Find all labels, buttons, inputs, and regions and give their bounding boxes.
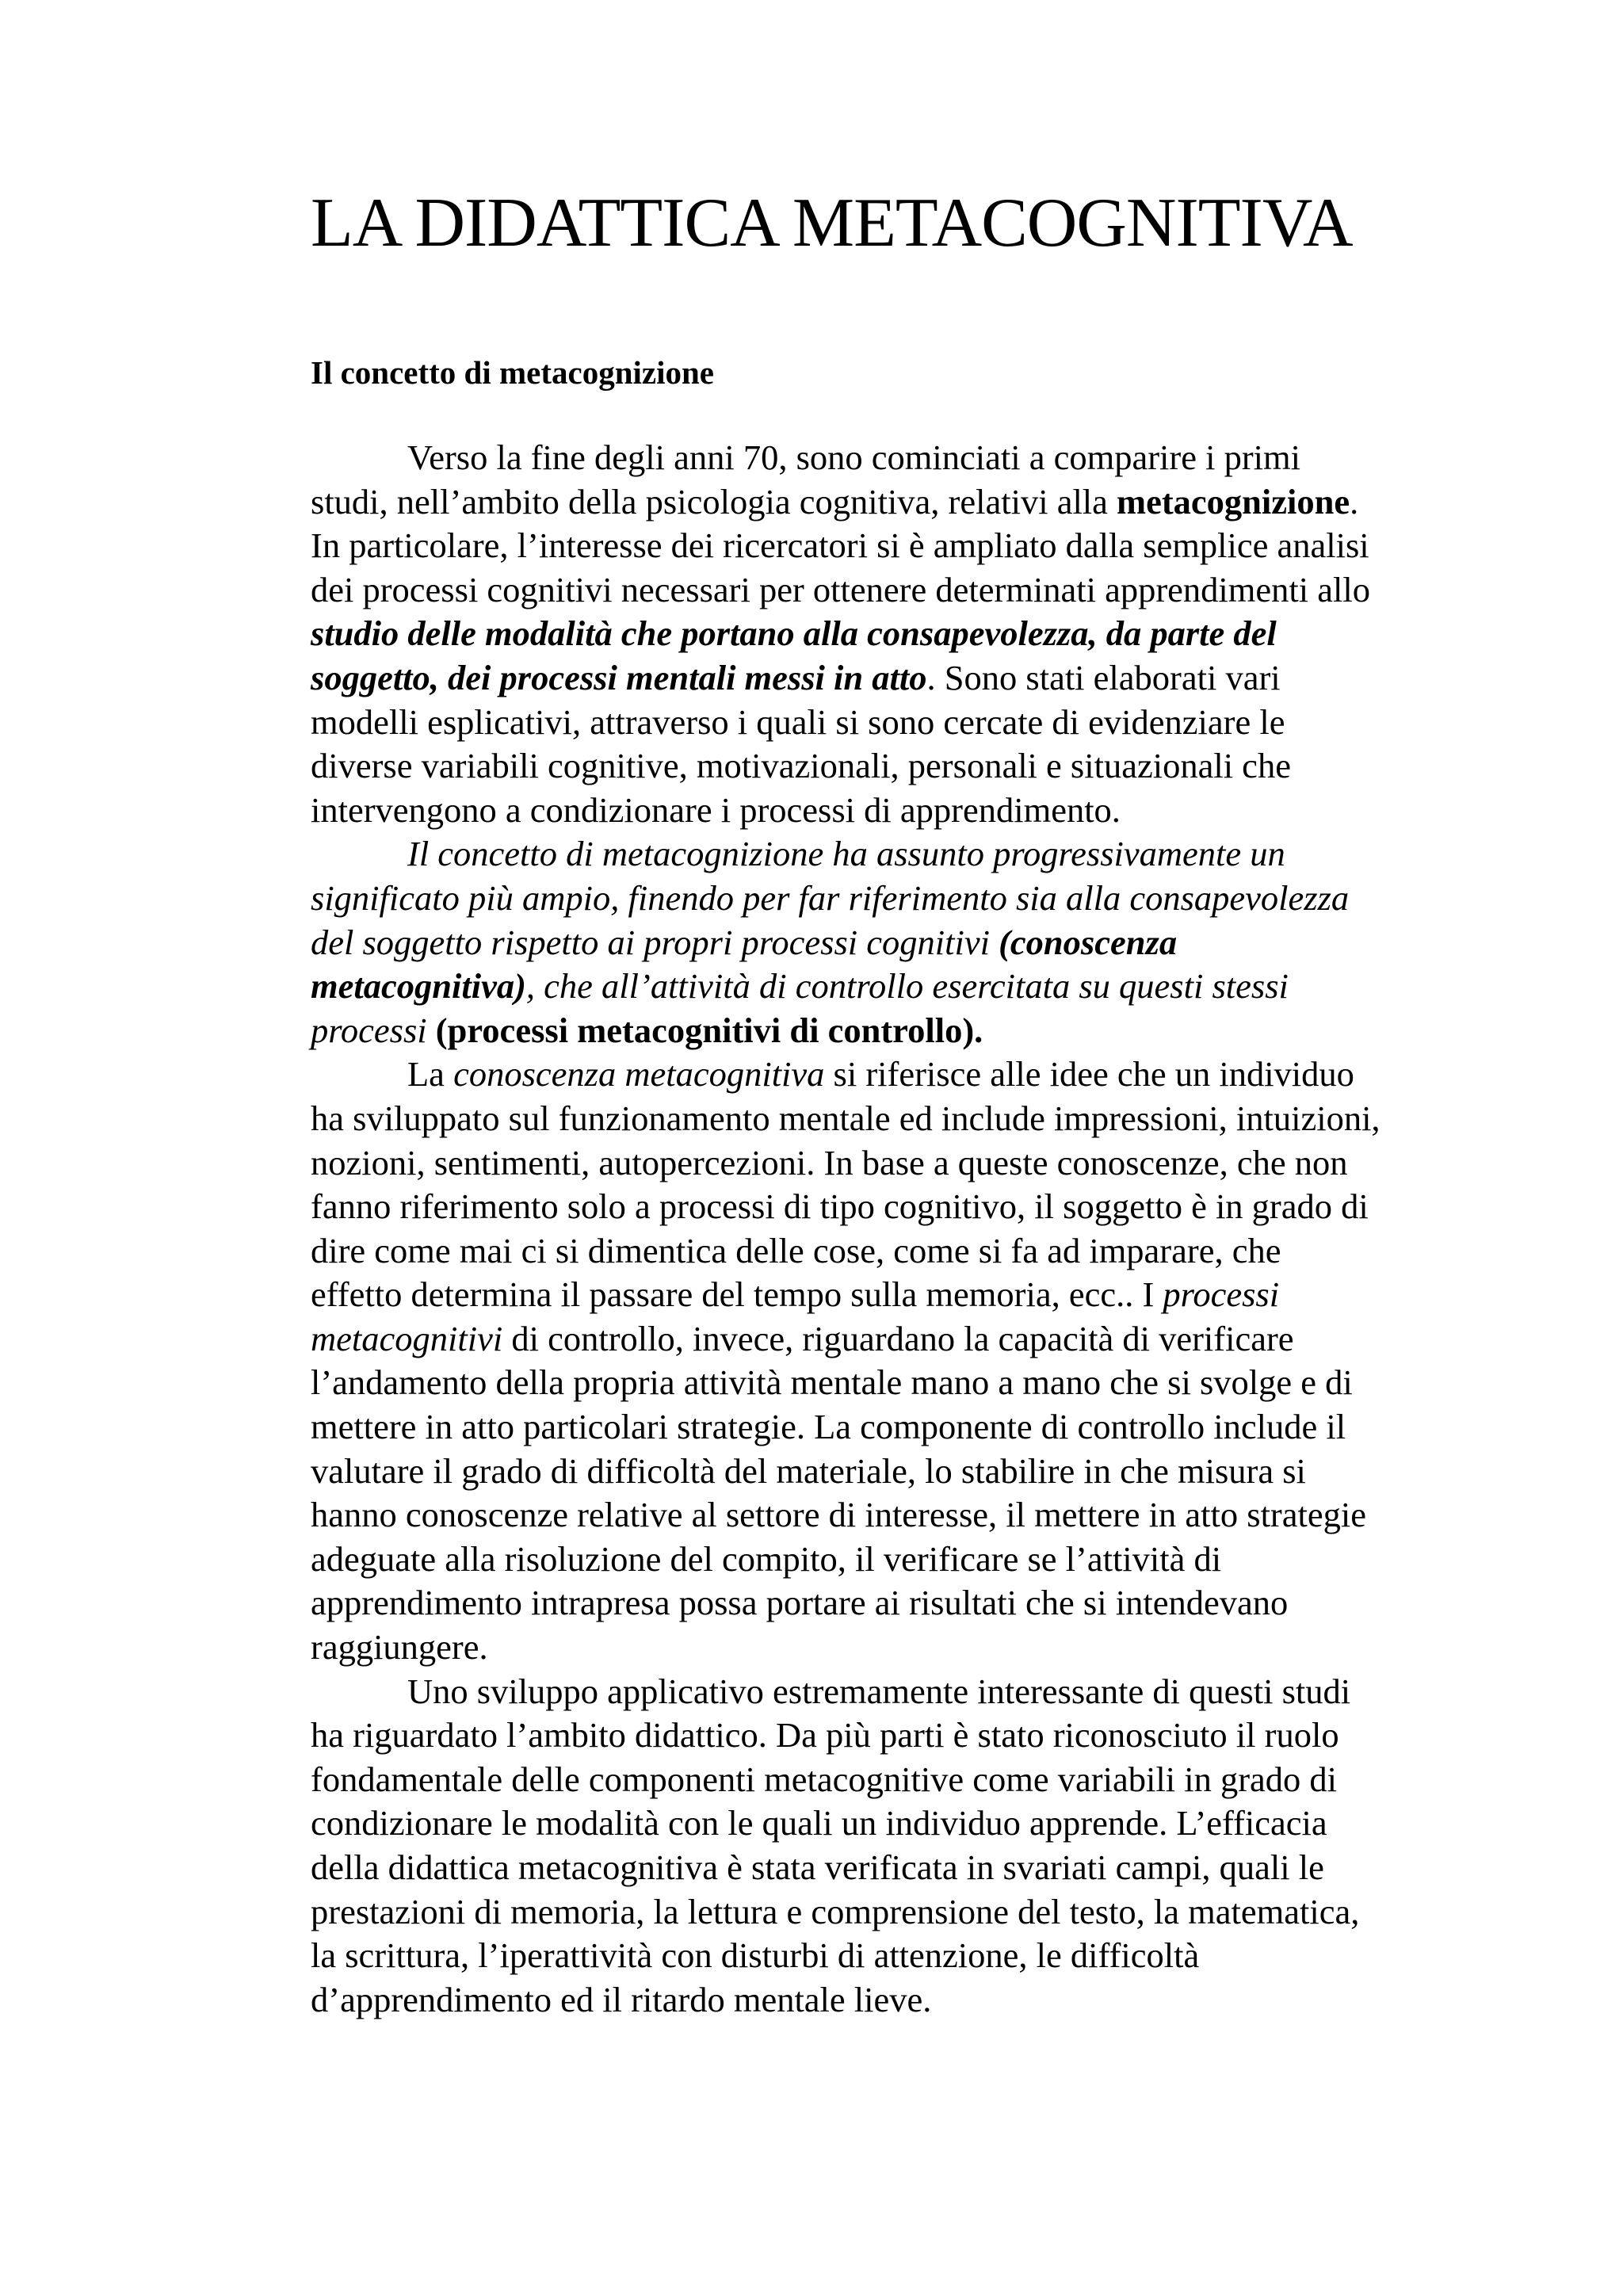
body-text [311,436,1484,2022]
text-line [311,1185,1484,1229]
text-segment: del soggetto rispetto ai propri processi cognitivi [311,922,999,962]
text-line [311,1141,1484,1186]
text-line [311,1097,1484,1141]
text-segment: ha riguardato l’ambito didattico. Da più parti è stato riconosciuto il ruolo [311,1715,1339,1755]
text-segment: mettere in atto particolari strategie. La componente di controllo include il [311,1407,1346,1447]
text-segment: , che all’attività di controllo esercitata su questi stessi [525,966,1289,1007]
text-segment: modelli esplicativi, attraverso i quali si sono cercate di evidenziare le [311,701,1285,742]
text-segment: dei processi cognitivi necessari per ottenere determinati apprendimenti allo [311,569,1370,609]
text-line [311,1273,1484,1317]
text-line [311,1317,1484,1362]
text-line [311,1229,1484,1274]
text-line [311,1758,1484,1802]
text-line [311,1846,1484,1890]
text-line [311,921,1484,965]
text-segment: La [407,1054,454,1095]
text-segment: apprendimento intrapresa possa portare ai risultati che si intendevano [311,1583,1289,1623]
text-segment: fondamentale delle componenti metacognitive come variabili in grado di [311,1759,1337,1799]
text-line [311,480,1484,525]
text-line [311,1009,1484,1053]
text-line [311,1978,1484,2023]
text-line [311,1405,1484,1450]
text-line [311,1450,1484,1494]
text-line [311,1713,1484,1758]
text-segment: condizionare le modalità con le quali un individuo apprende. L’efficacia [311,1803,1327,1843]
text-line [311,568,1484,613]
text-line [311,877,1484,921]
text-segment: si riferisce alle idee che un individuo [824,1054,1354,1095]
text-line [311,1538,1484,1582]
text-line [311,656,1484,701]
text-line [311,744,1484,789]
text-line [311,1361,1484,1405]
text-line [311,1581,1484,1626]
section-heading: Il concetto di metacognizione [311,354,714,391]
document-title: LA DIDATTICA METACOGNITIVA [311,185,1353,262]
text-segment: processi [1163,1274,1280,1315]
text-segment: In particolare, l’interesse dei ricercatori si è ampliato dalla semplice analisi [311,525,1369,566]
text-segment: soggetto, dei processi mentali messi in atto [311,657,927,697]
text-segment: metacognitiva) [311,966,526,1007]
text-segment: Verso la fine degli anni 70, sono cominciati a comparire i primi [407,437,1301,477]
text-segment: . [1350,481,1359,521]
text-segment: Uno sviluppo applicativo estremamente interessante di questi studi [407,1671,1351,1711]
text-line [311,1626,1484,1670]
text-line [311,789,1484,833]
text-segment: valutare il grado di difficoltà del materiale, lo stabilire in che misura si [311,1450,1306,1491]
text-line [311,832,1484,877]
text-segment: l’andamento della propria attività mentale mano a mano che si svolge e di [311,1362,1353,1403]
text-segment: (conoscenza [999,922,1178,962]
text-segment: adeguate alla risoluzione del compito, il verificare se l’attività di [311,1538,1222,1579]
text-segment: della didattica metacognitiva è stata verificata in svariati campi, quali le [311,1847,1324,1887]
text-line [311,436,1484,480]
text-segment: metacognizione [1117,481,1350,521]
text-segment: processi [311,1010,436,1050]
text-segment: studi, nell’ambito della psicologia cognitiva, relativi alla [311,481,1117,521]
text-segment: . Sono stati elaborati vari [926,657,1281,697]
text-line [311,965,1484,1009]
text-segment: nozioni, sentimenti, autopercezioni. In base a queste conoscenze, che non [311,1142,1348,1182]
text-segment: fanno riferimento solo a processi di tipo cognitivo, il soggetto è in grado di [311,1186,1369,1227]
text-line [311,612,1484,656]
text-segment: (processi metacognitivi di controllo). [435,1010,983,1050]
text-segment: conoscenza metacognitiva [453,1054,825,1095]
text-segment: diverse variabili cognitive, motivazionali, personali e situazionali che [311,746,1291,786]
text-segment: hanno conoscenze relative al settore di interesse, il mettere in atto strategie [311,1495,1366,1535]
text-line [311,1670,1484,1714]
text-segment: d’apprendimento ed il ritardo mentale lieve. [311,1979,932,2019]
text-segment: effetto determina il passare del tempo sulla memoria, ecc.. I [311,1274,1163,1315]
text-line [311,524,1484,568]
text-segment: Il concetto di metacognizione ha assunto progressivamente un [407,834,1285,874]
text-segment: raggiungere. [311,1627,488,1668]
text-segment: la scrittura, l’iperattività con disturbi di attenzione, le difficoltà [311,1935,1200,1976]
text-segment: di controllo, invece, riguardano la capacità di verificare [502,1318,1294,1358]
text-segment: dire come mai ci si dimentica delle cose, come si fa ad imparare, che [311,1230,1281,1270]
text-segment: ha sviluppato sul funzionamento mentale ed include impressioni, intuizioni, [311,1098,1381,1138]
text-line [311,1890,1484,1935]
text-line [311,1801,1484,1846]
text-line [311,1052,1484,1097]
text-segment: intervengono a condizionare i processi di apprendimento. [311,789,1121,830]
text-segment: metacognitivi [311,1318,503,1358]
text-line [311,701,1484,745]
text-line [311,1934,1484,1978]
text-line [311,1493,1484,1538]
text-segment: significato più ampio, finendo per far riferimento sia alla consapevolezza [311,877,1350,918]
text-segment: studio delle modalità che portano alla consapevolezza, da parte del [311,613,1277,654]
text-segment: prestazioni di memoria, la lettura e comprensione del testo, la matematica, [311,1891,1360,1931]
